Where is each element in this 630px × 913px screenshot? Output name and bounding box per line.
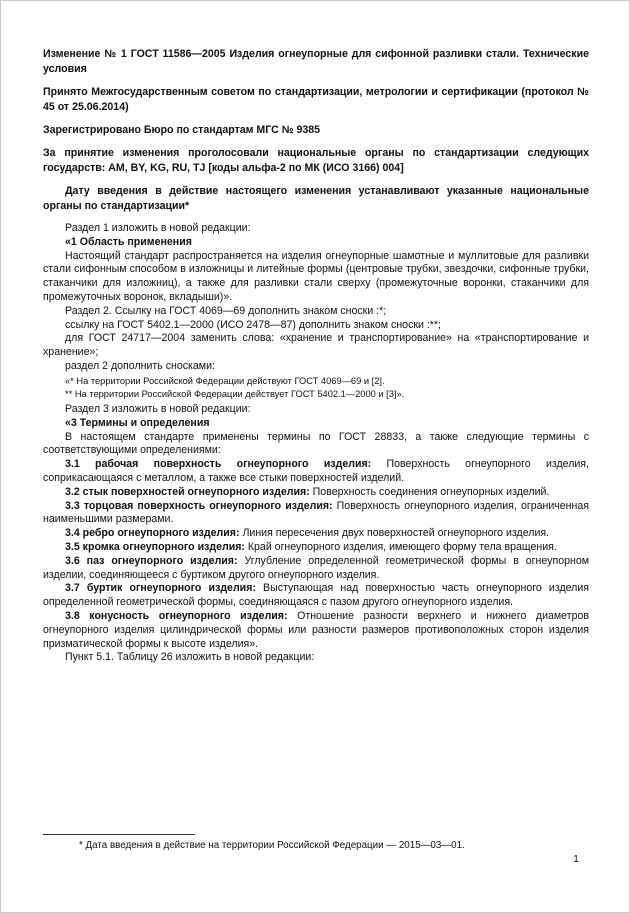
paragraph-text: Раздел 1 изложить в новой редакции: (65, 222, 251, 234)
edit-instruction-section2-c (43, 332, 589, 360)
paragraph-text: Выступающая над поверхностью часть огнеупорного изделия определенной геометрической формы, соединяющаяся с пазом другого огнеупорного изделия. (43, 582, 589, 609)
paragraph-text: Углубление определенной геометрической формы в огнеупорном изделии, соединяющееся с буртиком другого огнеупорного изделия. (43, 554, 590, 581)
section-3-heading (43, 417, 589, 431)
term-3-1 (43, 458, 589, 486)
effective-date-line (43, 184, 589, 214)
terms-intro (43, 431, 589, 459)
paragraph-text: ** На территории Российской Федерации действует ГОСТ 5402.1—2000 и [3]». (65, 389, 405, 400)
paragraph-bold-run: Зарегистрировано Бюро по стандартам МГС № 9385 (43, 124, 321, 136)
edit-instruction-section2-b (43, 319, 589, 333)
edit-instruction-section3 (43, 403, 589, 417)
paragraph-text: Раздел 2. Ссылку на ГОСТ 4069—69 дополнить знаком сноски :*; (65, 304, 387, 317)
paragraph-bold-run: 3.3 торцовая поверхность огнеупорного изделия: (65, 499, 333, 512)
paragraph-text: Поверхность огнеупорного изделия, соприкасающаяся с металлом, а также все стыки поверхностей изделий. (43, 458, 589, 484)
paragraph-text: Линия пересечения двух поверхностей огнеупорного изделия. (239, 527, 550, 540)
paragraph-bold-run: 3.8 конусность огнеупорного изделия: (65, 609, 288, 622)
paragraph-text: для ГОСТ 24717—2004 заменить слова: «хранение и транспортирование» на «транспортирование и хранение»; (43, 332, 589, 359)
paragraph-bold-run: За принятие изменения проголосовали национальные органы по стандартизации следующих государств: AM, BY, KG, RU, TJ [коды альфа-2 по МК (ИСО 3166) 004] (43, 147, 589, 174)
amendment-title (43, 47, 589, 77)
reference-footnote-2 (43, 389, 589, 401)
scope-paragraph (43, 250, 589, 305)
term-3-7 (43, 582, 589, 610)
paragraph-text: Раздел 3 изложить в новой редакции: (65, 402, 251, 415)
registered-line (43, 123, 589, 138)
paragraph-text: «* На территории Российской Федерации действуют ГОСТ 4069—69 и [2]. (65, 375, 385, 386)
paragraph-bold-run: 3.5 кромка огнеупорного изделия: (65, 540, 245, 553)
paragraph-text: раздел 2 дополнить сносками: (65, 359, 215, 372)
paragraph-text: В настоящем стандарте применены термины по ГОСТ 28833, а также следующие термины с соответствующими определениями: (43, 430, 589, 457)
footnote-area (43, 834, 589, 852)
reference-footnote-1 (43, 376, 589, 388)
paragraph-text: Поверхность соединения огнеупорных изделий. (309, 485, 550, 498)
paragraph-bold-run: Дату введения в действие настоящего изменения устанавливают указанные национальные органы по стандартизации* (43, 185, 589, 212)
footnote-text: * Дата введения в действие на территории Российской Федерации — 2015—03—01. (79, 840, 465, 851)
edit-instruction-section2-a (43, 305, 589, 319)
paragraph-bold-run: 3.7 буртик огнеупорного изделия: (65, 582, 256, 595)
term-3-4 (43, 527, 589, 541)
term-3-5 (43, 541, 589, 555)
edit-instruction-section1 (43, 222, 589, 236)
paragraph-text: Край огнеупорного изделия, имеющего форму тела вращения. (244, 540, 557, 553)
section-1-heading (43, 236, 589, 250)
paragraph-bold-run: 3.4 ребро огнеупорного изделия: (65, 527, 240, 540)
adopted-line (43, 85, 589, 115)
paragraph-text: ссылку на ГОСТ 5402.1—2000 (ИСО 2478—87) дополнить знаком сноски :**; (65, 318, 441, 331)
document-body (43, 47, 589, 665)
paragraph-bold-run: 3.6 паз огнеупорного изделия: (65, 554, 238, 567)
edit-instruction-section2-d (43, 360, 589, 374)
paragraph-text: Поверхность огнеупорного изделия, ограниченная наименьшими размерами. (43, 499, 589, 526)
voted-line (43, 146, 589, 176)
paragraph-text: Настоящий стандарт распространяется на изделия огнеупорные шамотные и муллитовые для разливки стали сифонным способом в изложницы и литейные формы (центровые трубки, звездочки, сифонные трубки, стаканчики для изложниц), а также для разливки стали сверху (промежуточные воронки, стаканчики для промежуточных воронок, вкладыши)». (43, 249, 589, 303)
paragraph-text: Отношение разности верхнего и нижнего диаметров огнеупорного изделия цилиндрической формы или разности размеров противоположных сторон изделия призматической формы к высоте изделия». (43, 609, 589, 650)
paragraph-bold-run: Принято Межгосударственным советом по стандартизации, метрологии и сертификации (протокол № 45 от 25.06.2014) (43, 86, 589, 113)
term-3-8 (43, 610, 589, 651)
term-3-3 (43, 500, 589, 528)
term-3-2 (43, 486, 589, 500)
edit-instruction-clause-5-1 (43, 651, 589, 665)
term-3-6 (43, 555, 589, 583)
footnote-divider (43, 834, 195, 835)
paragraph-bold-run: «3 Термины и определения (65, 416, 210, 429)
paragraph-text: Пункт 5.1. Таблицу 26 изложить в новой редакции: (65, 651, 315, 664)
paragraph-bold-run: Изменение № 1 ГОСТ 11586—2005 Изделия огнеупорные для сифонной разливки стали. Технические условия (43, 48, 589, 75)
paragraph-bold-run: 3.2 стык поверхностей огнеупорного изделия: (65, 485, 310, 498)
paragraph-bold-run: «1 Область применения (65, 235, 192, 248)
page-number: 1 (573, 853, 579, 865)
paragraph-bold-run: 3.1 рабочая поверхность огнеупорного изделия: (65, 458, 372, 471)
